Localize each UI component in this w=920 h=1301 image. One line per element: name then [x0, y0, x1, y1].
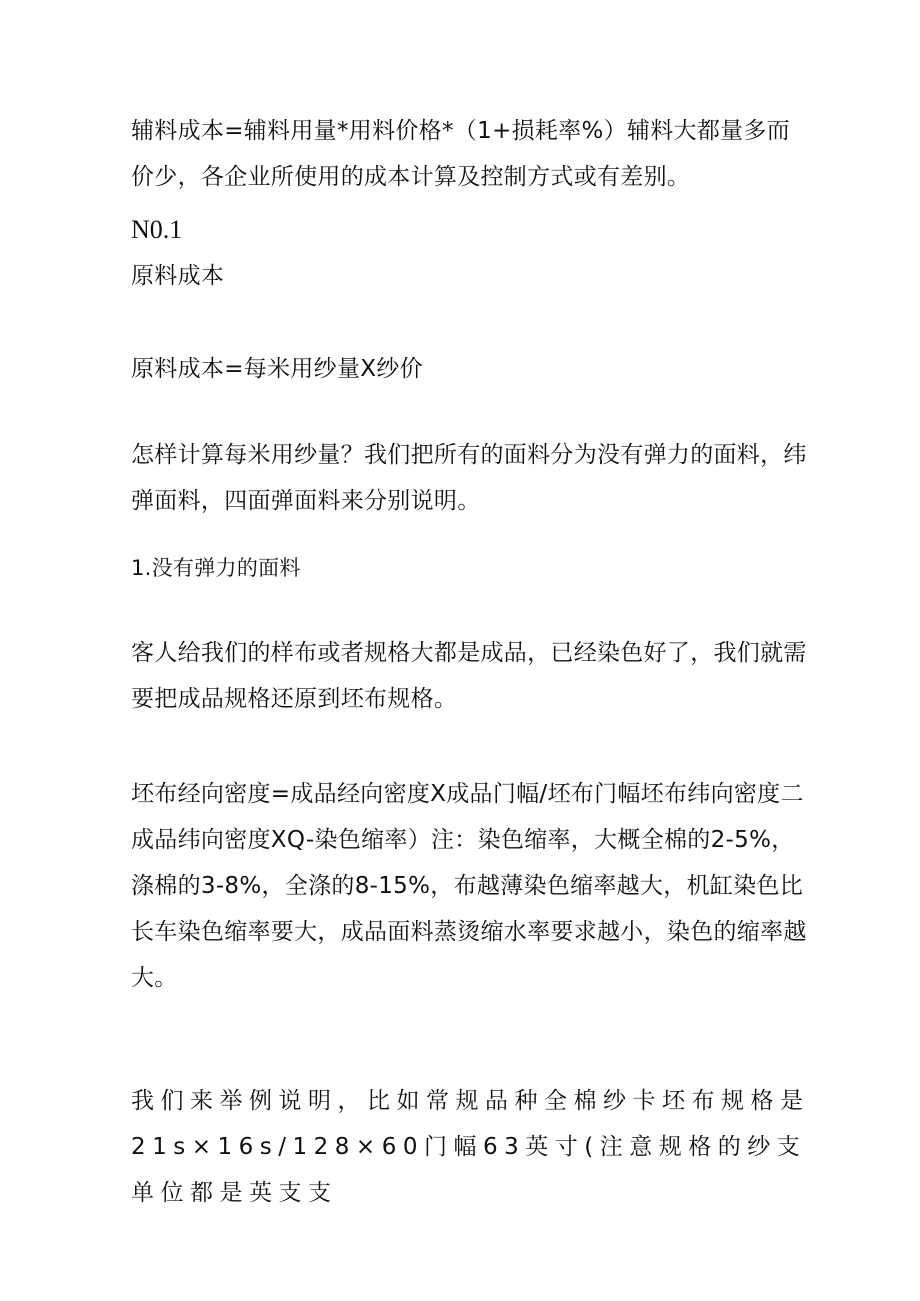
paragraph-finished-spec: 客人给我们的样布或者规格大都是成品，已经染色好了，我们就需要把成品规格还原到坯布规格。	[131, 640, 807, 712]
list-item-non-elastic-fabric: 1.没有弹力的面料	[131, 556, 301, 580]
section-heading-raw-material-cost: 原料成本	[131, 263, 225, 289]
paragraph-yarn-calculation-intro: 怎样计算每米用纱量？我们把所有的面料分为没有弹力的面料，纬弹面料，四面弹面料来分别说明。	[131, 442, 807, 514]
paragraph-raw-material-formula: 原料成本=每米用纱量X纱价	[131, 356, 423, 382]
section-number: N0.1	[131, 215, 183, 244]
paragraph-example: 我们来举例说明，比如常规品种全棉纱卡坯布规格是21s×16s/128×60门幅63英寸(注意规格的纱支单位都是英支支	[131, 1088, 810, 1206]
paragraph-accessory-cost: 辅料成本=辅料用量*用料价格*（1+损耗率%）辅料大都量多而价少，各企业所使用的成本计算及控制方式或有差别。	[131, 118, 791, 190]
paragraph-grey-cloth-density: 坯布经向密度=成品经向密度X成品门幅/坯布门幅坯布纬向密度二成品纬向密度XQ-染色缩率）注：染色缩率，大概全棉的2-5%，涤棉的3-8%，全涤的8-15%，布越薄染色缩率越大，机缸染色比长车染色缩率要大，成品面料蒸烫缩水率要求越小，染色的缩率越大。	[131, 781, 807, 991]
